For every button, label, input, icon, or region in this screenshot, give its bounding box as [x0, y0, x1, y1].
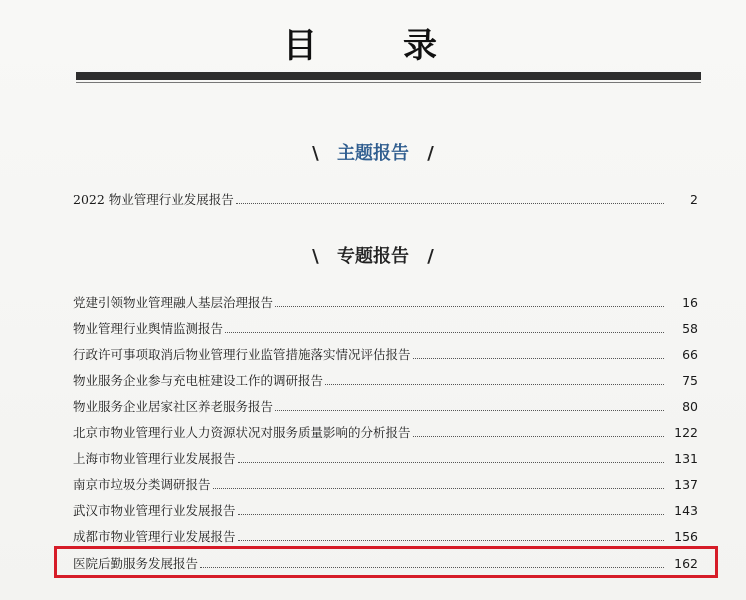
- toc-leader-dots: [236, 202, 664, 204]
- toc-leader-dots: [238, 539, 664, 541]
- toc-leader-dots: [238, 513, 664, 515]
- toc-leader-dots: [225, 331, 664, 333]
- toc-leader-dots: [275, 409, 664, 411]
- section-label: 主题报告: [337, 143, 409, 164]
- toc-entry-page: 16: [682, 295, 698, 310]
- section-right-mark: /: [427, 246, 434, 267]
- page-title: 目 录: [283, 26, 463, 66]
- toc-entry-title: 武汉市物业管理行业发展报告: [73, 503, 236, 518]
- section-left-mark: \: [312, 246, 319, 267]
- toc-entry-page: 80: [682, 399, 698, 414]
- section-label: 专题报告: [337, 246, 409, 267]
- section-left-mark: \: [312, 143, 319, 164]
- title-underline-thin: [76, 82, 701, 83]
- toc-leader-dots: [413, 357, 664, 359]
- toc-entry-page: 2: [690, 192, 698, 207]
- toc-entry-page: 58: [682, 321, 698, 336]
- section-heading-theme: [0, 139, 746, 165]
- toc-entry-title: 物业服务企业参与充电桩建设工作的调研报告: [73, 373, 324, 388]
- toc-entry[interactable]: [73, 497, 698, 519]
- toc-leader-dots: [275, 305, 664, 307]
- toc-entry-title: 物业服务企业居家社区养老服务报告: [73, 399, 274, 414]
- toc-entry-title: 医院后勤服务发展报告: [73, 556, 199, 571]
- toc-leader-dots: [213, 487, 664, 489]
- toc-entry-title: 行政许可事项取消后物业管理行业监管措施落实情况评估报告: [73, 347, 411, 362]
- toc-entry[interactable]: [73, 445, 698, 467]
- toc-entry-title: 成都市物业管理行业发展报告: [73, 529, 236, 544]
- toc-entry[interactable]: [73, 393, 698, 415]
- toc-entry-page: 122: [674, 425, 698, 440]
- toc-entry-page: 143: [674, 503, 698, 518]
- toc-entry-title: 2022 物业管理行业发展报告: [73, 192, 234, 207]
- section-right-mark: /: [427, 143, 434, 164]
- section-heading-special: [0, 242, 746, 268]
- toc-leader-dots: [238, 461, 664, 463]
- toc-entry-page: 75: [682, 373, 698, 388]
- toc-entry-page: 156: [674, 529, 698, 544]
- toc-entry-title: 北京市物业管理行业人力资源状况对服务质量影响的分析报告: [73, 425, 411, 440]
- toc-entry-title: 上海市物业管理行业发展报告: [73, 451, 236, 466]
- toc-leader-dots: [325, 383, 664, 385]
- toc-entry[interactable]: [73, 523, 698, 545]
- highlight-box: [54, 546, 718, 578]
- toc-entry[interactable]: [73, 419, 698, 441]
- toc-entry[interactable]: [73, 186, 698, 208]
- toc-entry[interactable]: [73, 471, 698, 493]
- toc-leader-dots: [413, 435, 664, 437]
- title-underline-thick: [76, 72, 701, 80]
- toc-entry-page: 137: [674, 477, 698, 492]
- toc-entry[interactable]: [73, 367, 698, 389]
- toc-entry[interactable]: [73, 341, 698, 363]
- toc-entry-page: 66: [682, 347, 698, 362]
- toc-entry-title: 党建引领物业管理融人基层治理报告: [73, 295, 274, 310]
- toc-entry[interactable]: [73, 315, 698, 337]
- toc-entry[interactable]: [73, 289, 698, 311]
- toc-entry-page: 162: [674, 556, 698, 571]
- toc-entry-page: 131: [674, 451, 698, 466]
- toc-entry-title: 南京市垃圾分类调研报告: [73, 477, 211, 492]
- toc-entry-title: 物业管理行业舆情监测报告: [73, 321, 224, 336]
